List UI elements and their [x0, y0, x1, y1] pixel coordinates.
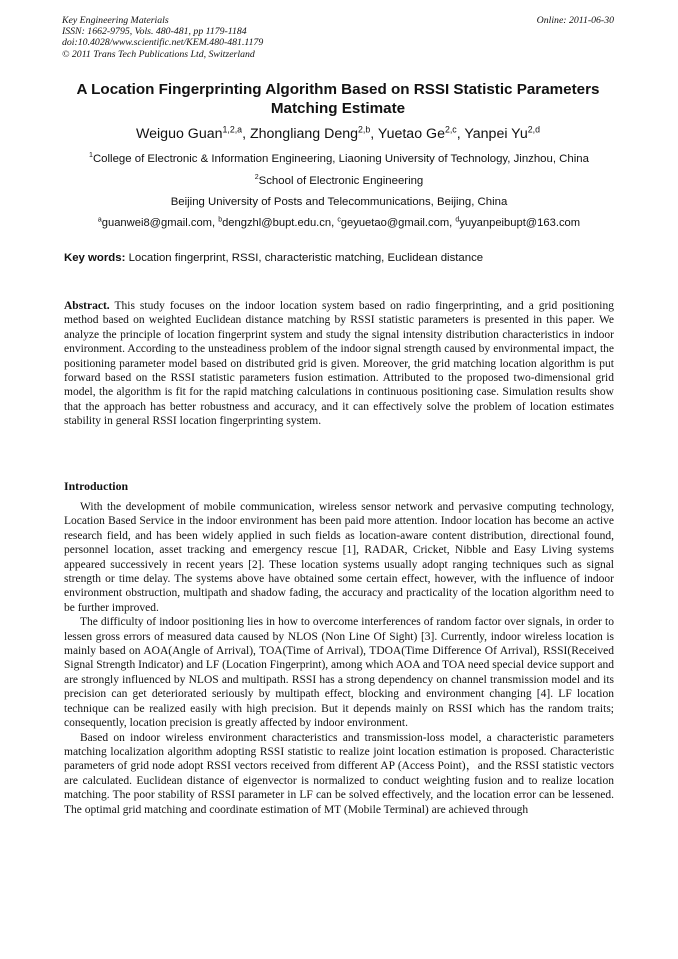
affiliation-2: $^2$School of Electronic Engineering — [254, 174, 424, 187]
section-heading-introduction: Introduction — [64, 479, 129, 493]
keywords-label: Key words: — [64, 252, 126, 264]
journal-name: Key Engineering Materials — [62, 15, 169, 26]
author: Weiguo Guan$^{1,2,a}$, — [136, 124, 250, 142]
abstract-label: Abstract. — [64, 300, 110, 312]
author: Yanpei Yu$^{2,d}$ — [464, 124, 540, 142]
affiliation-3: Beijing University of Posts and Telecommunications, Beijing, China — [170, 196, 508, 208]
paragraph: With the development of mobile communication, wireless sensor network and pervasive computing technology, Location Based Service in the indoor environment has been paid more attention. Indoor location has become an active research field, and has been widely applied in such fields as location-aware content distribution, directional found, personnel location, asset tracking and emergency rescue [1], RADAR, Cricket, Nibble and Easy Living systems appeared successively in recent years [2]. These location systems usually adopt ranging techniques such as signal strength or time delay. The systems above have obtained some certain effect, however, with the influence of indoor environment obstruction, multipath and shadow fading, the accuracy and practicality of the location algorithm need to be further improved. — [64, 501, 614, 614]
abstract-text: This study focuses on the indoor location system based on radio fingerprinting, and a grid positioning method based on weighted Euclidean distance matching by RSSI statistic parameters is presented in this paper. We analyze the principle of location fingerprint system and study the signal intensity distribution characteristics in indoor environment. According to the unsteadiness problem of the indoor signal strength caused by environmental impact, the positioning parameter model based on distributed grid is given. Moreover, the grid matching location algorithm is put forward based on the RSSI statistic parameters fusion estimation. Attributed to the proposed two-dimensional grid model, the algorithm is fit for the rapid matching calculations in continuous positioning case. Simulation results show that the approach has better robustness and accuracy, and it can effectively solve the problem of location estimates stability in general RSSI location fingerprinting system. — [64, 300, 614, 428]
author-list — [62, 125, 614, 143]
introduction-body — [64, 500, 614, 817]
online-date: Online: 2011-06-30 — [536, 15, 614, 26]
author: Yuetao Ge$^{2,c}$, — [377, 124, 465, 142]
keywords — [64, 251, 614, 265]
email-link[interactable]: geyuetao@gmail.com, — [340, 217, 456, 229]
paragraph: Based on indoor wireless environment characteristics and transmission-loss model, a characteristic parameters matching localization algorithm adopting RSSI statistic to realize joint location estimation is proposed. Characteristic parameters of grid node adopt RSSI vectors received from different AP (Access Point)，and the RSSI statistic vectors are calculated. Euclidean distance of eigenvector is normalized to conduct weighting fusion and to realize location matching. The poor stability of RSSI parameter in LF can be solved effectively, and the location error can be lessened. The optimal grid matching and coordinate estimation of MT (Mobile Terminal) are achieved through — [64, 731, 614, 816]
author: Zhongliang Deng$^{2,b}$, — [249, 124, 378, 142]
copyright-line: © 2011 Trans Tech Publications Ltd, Switzerland — [62, 48, 255, 60]
journal-header — [62, 15, 263, 60]
paper-title: A Location Fingerprinting Algorithm Based on RSSI Statistic Parameters Matching Estimate — [76, 81, 600, 117]
email-list: $^a$guanwei8@gmail.com, $^b$dengzhl@bupt.edu.cn, $^c$geyuetao@gmail.com, $^d$yuyanpeibupt@163.com — [97, 216, 581, 229]
keywords-text: Location fingerprint, RSSI, characteristic matching, Euclidean distance — [125, 252, 484, 264]
email-link[interactable]: guanwei8@gmail.com, — [101, 217, 219, 229]
doi-line: doi:10.4028/www.scientific.net/KEM.480-481.1179 — [62, 37, 264, 49]
abstract — [64, 299, 614, 429]
email-link[interactable]: yuyanpeibupt@163.com — [459, 217, 581, 229]
affiliation-1: $^1$College of Electronic & Information Engineering, Liaoning University of Technology, Jinzhou, China — [89, 152, 589, 165]
issn-line: ISSN: 1662-9795, Vols. 480-481, pp 1179-1184 — [62, 26, 247, 38]
paragraph: The difficulty of indoor positioning lies in how to overcome interferences of random factor over signals, in order to lessen gross errors of measured data caused by NLOS (Non Line Of Sight) [3]. Currently, indoor wireless location is mainly based on AOA(Angle of Arrival), TOA(Time of Arrival), TDOA(Time Difference Of Arrival), RSSI(Received Signal Strength Indicator) and LF (Location Fingerprint), among which AOA and TOA need special device support and are strongly influenced by NLOS and multipath. RSSI has a strong dependency on channel transmission model and its precision can get deteriorated seriously by multipath effect, blocking and environment changing [4]. LF location technique can be realized easily with high precision. But it depends mainly on RSSI which has the random traits; consequently, location precision is greatly affected by indoor environment. — [64, 616, 614, 730]
email-link[interactable]: dengzhl@bupt.edu.cn, — [222, 217, 338, 229]
